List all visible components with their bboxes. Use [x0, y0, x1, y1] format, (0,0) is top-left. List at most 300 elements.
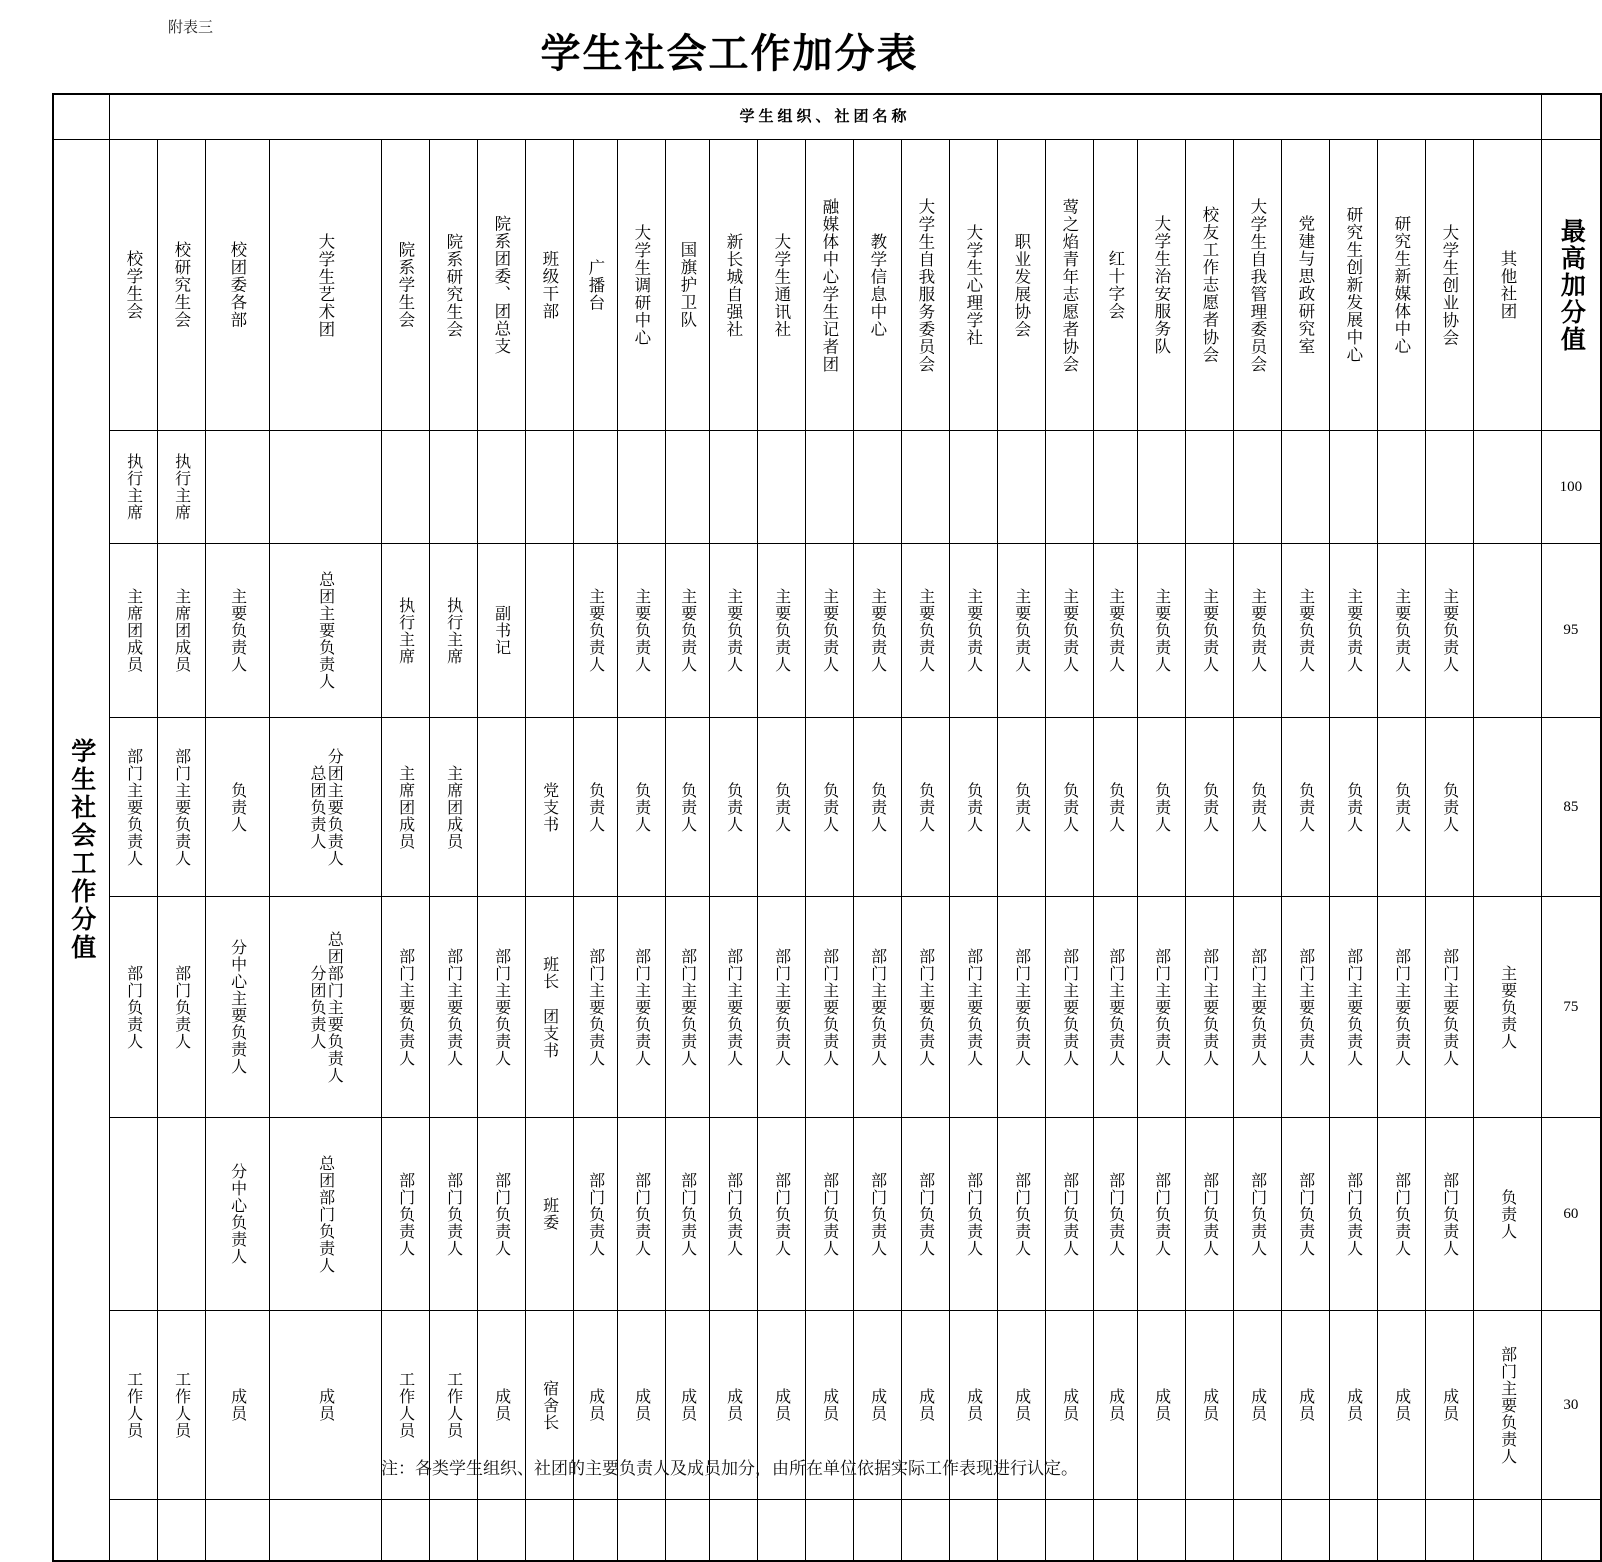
cell-text: 主要负责人 — [1344, 588, 1362, 673]
column-header-5 — [381, 140, 429, 431]
cell-text: 主席团成员 — [444, 764, 462, 850]
cell-text: 大学生创业协会 — [1439, 223, 1459, 347]
cell-text: 主要负责人 — [724, 588, 742, 673]
cell-r7-c19 — [1045, 1500, 1093, 1562]
cell-r4-c11 — [665, 897, 709, 1118]
cell-text: 分团主要负责人 总团负责人 — [308, 747, 343, 867]
cell-text: 负责人 — [868, 781, 886, 833]
cell-text: 负责人 — [1296, 781, 1314, 833]
cell-text: 主席团成员 — [396, 764, 414, 850]
cell-r6-c21 — [1137, 1311, 1185, 1500]
cell-text: 院系团委、团总支 — [491, 215, 511, 355]
cell-text: 部门主要负责人 — [1344, 947, 1362, 1067]
cell-r1-c20 — [1093, 431, 1137, 544]
cell-r4-c22 — [1185, 897, 1233, 1118]
cell-r4-c12 — [709, 897, 757, 1118]
cell-r7-c8 — [525, 1500, 573, 1562]
cell-text: 部门主要负责人 — [724, 947, 742, 1067]
cell-r4-c17 — [949, 897, 997, 1118]
cell-text: 负责人 — [1498, 1188, 1516, 1240]
cell-text: 其他社团 — [1497, 250, 1517, 320]
cell-text: 主要负责人 — [964, 588, 982, 673]
cell-r4-c5 — [381, 897, 429, 1118]
cell-r7-c4 — [269, 1500, 381, 1562]
cell-text: 部门负责人 — [444, 1171, 462, 1257]
cell-r3-c27 — [1425, 718, 1473, 897]
column-header-28 — [1473, 140, 1541, 431]
cell-r4-c14 — [805, 897, 853, 1118]
cell-r3-c5 — [381, 718, 429, 897]
cell-text: 最高加分值 — [1557, 217, 1585, 353]
cell-text: 部门主要负责人 — [1498, 1345, 1516, 1465]
cell-r2-c26 — [1377, 544, 1425, 718]
cell-text: 主席团成员 — [172, 588, 190, 673]
cell-r7-c10 — [617, 1500, 665, 1562]
cell-r4-c2 — [157, 897, 205, 1118]
cell-r5-c24 — [1281, 1118, 1329, 1311]
cell-r4-c1 — [109, 897, 157, 1118]
cell-text: 成员 — [1152, 1388, 1170, 1422]
cell-r5-c18 — [997, 1118, 1045, 1311]
score-table-container — [0, 93, 1585, 1562]
cell-text: 主要负责人 — [916, 588, 934, 673]
cell-text: 成员 — [868, 1388, 886, 1422]
cell-r4-c18 — [997, 897, 1045, 1118]
cell-text: 部门主要负责人 — [1392, 947, 1410, 1067]
cell-r6-c27 — [1425, 1311, 1473, 1500]
score-value-r2: 95 — [1541, 544, 1601, 718]
cell-text: 主要负责人 — [820, 588, 838, 673]
cell-text: 总团部门主要负责人 分团负责人 — [308, 930, 343, 1084]
column-header-16 — [901, 140, 949, 431]
column-header-7 — [477, 140, 525, 431]
cell-r6-c24 — [1281, 1311, 1329, 1500]
cell-text: 负责人 — [1200, 781, 1218, 833]
cell-text: 负责人 — [228, 781, 246, 833]
cell-r4-c26 — [1377, 897, 1425, 1118]
cell-text: 部门负责人 — [916, 1171, 934, 1257]
column-header-23 — [1233, 140, 1281, 431]
score-value-r3: 85 — [1541, 718, 1601, 897]
cell-text: 主要负责人 — [1392, 588, 1410, 673]
cell-r3-c10 — [617, 718, 665, 897]
cell-r7-c6 — [429, 1500, 477, 1562]
cell-text: 工作人员 — [124, 1371, 142, 1439]
row-axis-label — [53, 140, 109, 1562]
cell-text: 主要负责人 — [586, 588, 604, 673]
cell-text: 成员 — [316, 1388, 334, 1422]
cell-r1-c28 — [1473, 431, 1541, 544]
cell-text: 负责人 — [1392, 781, 1410, 833]
cell-r4-c10 — [617, 897, 665, 1118]
cell-r3-c1 — [109, 718, 157, 897]
cell-text: 负责人 — [724, 781, 742, 833]
cell-r2-c25 — [1329, 544, 1377, 718]
cell-r3-c11 — [665, 718, 709, 897]
cell-text: 部门主要负责人 — [632, 947, 650, 1067]
column-header-9 — [573, 140, 617, 431]
cell-text: 成员 — [1440, 1388, 1458, 1422]
cell-r1-c27 — [1425, 431, 1473, 544]
cell-text: 主席团成员 — [124, 588, 142, 673]
cell-r6-c4 — [269, 1311, 381, 1500]
cell-r5-c23 — [1233, 1118, 1281, 1311]
cell-text: 国旗护卫队 — [677, 241, 697, 329]
cell-r5-c19 — [1045, 1118, 1093, 1311]
cell-r2-c2 — [157, 544, 205, 718]
cell-r5-c11 — [665, 1118, 709, 1311]
cell-r5-c22 — [1185, 1118, 1233, 1311]
cell-r4-c8 — [525, 897, 573, 1118]
column-header-10 — [617, 140, 665, 431]
cell-text: 成员 — [1012, 1388, 1030, 1422]
table-row — [53, 1118, 1601, 1311]
cell-text: 成员 — [678, 1388, 696, 1422]
cell-r2-c11 — [665, 544, 709, 718]
cell-r2-c8 — [525, 544, 573, 718]
cell-text: 班级干部 — [539, 250, 559, 320]
cell-r3-c13 — [757, 718, 805, 897]
column-header-2 — [157, 140, 205, 431]
cell-text: 部门负责人 — [1248, 1171, 1266, 1257]
cell-text: 成员 — [1392, 1388, 1410, 1422]
cell-text: 学生社会工作分值 — [67, 738, 95, 962]
cell-r3-c26 — [1377, 718, 1425, 897]
column-header-13 — [757, 140, 805, 431]
cell-r2-c1 — [109, 544, 157, 718]
cell-r7-c1 — [109, 1500, 157, 1562]
table-row — [53, 1500, 1601, 1562]
column-header-22 — [1185, 140, 1233, 431]
cell-text: 广播台 — [585, 258, 605, 312]
cell-text: 校团委各部 — [227, 241, 247, 329]
cell-text: 部门主要负责人 — [772, 947, 790, 1067]
cell-text: 主要负责人 — [772, 588, 790, 673]
cell-r3-c2 — [157, 718, 205, 897]
cell-text: 成员 — [1248, 1388, 1266, 1422]
cell-r4-c15 — [853, 897, 901, 1118]
cell-text: 党支书 — [540, 781, 558, 833]
cell-r3-c8 — [525, 718, 573, 897]
cell-text: 校友工作志愿者协会 — [1199, 206, 1219, 364]
cell-text: 主要负责人 — [1200, 588, 1218, 673]
cell-text: 大学生艺术团 — [315, 232, 335, 338]
cell-r5-c3 — [205, 1118, 269, 1311]
cell-text: 成员 — [724, 1388, 742, 1422]
cell-r3-c19 — [1045, 718, 1093, 897]
table-row — [53, 718, 1601, 897]
cell-r4-c20 — [1093, 897, 1137, 1118]
cell-text: 部门负责人 — [396, 1171, 414, 1257]
cell-r2-c6 — [429, 544, 477, 718]
cell-r7-c3 — [205, 1500, 269, 1562]
cell-r1-c8 — [525, 431, 573, 544]
cell-text: 部门负责人 — [1200, 1171, 1218, 1257]
column-header-12 — [709, 140, 757, 431]
cell-r5-c26 — [1377, 1118, 1425, 1311]
cell-text: 党建与思政研究室 — [1295, 215, 1315, 355]
cell-r4-c16 — [901, 897, 949, 1118]
table-row — [53, 544, 1601, 718]
cell-text: 部门负责人 — [1296, 1171, 1314, 1257]
cell-r1-c22 — [1185, 431, 1233, 544]
cell-text: 执行主席 — [172, 453, 190, 521]
cell-text: 新长城自强社 — [723, 232, 743, 338]
cell-r7-c24 — [1281, 1500, 1329, 1562]
cell-text: 部门负责人 — [820, 1171, 838, 1257]
cell-text: 负责人 — [1012, 781, 1030, 833]
cell-r6-c20 — [1093, 1311, 1137, 1500]
cell-text: 主要负责人 — [1106, 588, 1124, 673]
cell-text: 部门主要负责人 — [1060, 947, 1078, 1067]
cell-r2-c20 — [1093, 544, 1137, 718]
cell-text: 总团部门负责人 — [316, 1154, 334, 1274]
cell-text: 部门主要负责人 — [868, 947, 886, 1067]
cell-text: 部门负责人 — [1012, 1171, 1030, 1257]
cell-text: 部门主要负责人 — [678, 947, 696, 1067]
cell-text: 校学生会 — [123, 250, 143, 320]
cell-r1-c9 — [573, 431, 617, 544]
cell-r5-c8 — [525, 1118, 573, 1311]
cell-r7-c9 — [573, 1500, 617, 1562]
cell-r1-c15 — [853, 431, 901, 544]
cell-text: 主要负责人 — [1498, 964, 1516, 1050]
cell-r1-c6 — [429, 431, 477, 544]
cell-r2-c17 — [949, 544, 997, 718]
cell-r3-c28 — [1473, 718, 1541, 897]
document-page — [0, 20, 1585, 1478]
cell-text: 负责人 — [586, 781, 604, 833]
cell-text: 负责人 — [632, 781, 650, 833]
cell-text: 院系学生会 — [395, 241, 415, 329]
cell-r3-c6 — [429, 718, 477, 897]
cell-r2-c28 — [1473, 544, 1541, 718]
cell-r5-c10 — [617, 1118, 665, 1311]
cell-r4-c6 — [429, 897, 477, 1118]
table-row — [53, 431, 1601, 544]
cell-text: 成员 — [772, 1388, 790, 1422]
cell-text: 部门主要负责人 — [1106, 947, 1124, 1067]
cell-r1-c4 — [269, 431, 381, 544]
cell-r5-c1 — [109, 1118, 157, 1311]
cell-text: 部门主要负责人 — [820, 947, 838, 1067]
cell-text: 部门负责人 — [1344, 1171, 1362, 1257]
page-title: 学生社会工作加分表 — [540, 31, 919, 76]
cell-text: 成员 — [1060, 1388, 1078, 1422]
cell-r7-c25 — [1329, 1500, 1377, 1562]
cell-text: 主要负责人 — [228, 588, 246, 673]
cell-r4-c23 — [1233, 897, 1281, 1118]
cell-r2-c14 — [805, 544, 853, 718]
cell-r5-c15 — [853, 1118, 901, 1311]
cell-text: 执行主席 — [444, 596, 462, 665]
cell-r3-c22 — [1185, 718, 1233, 897]
cell-text: 大学生通讯社 — [771, 232, 791, 338]
column-header-26 — [1377, 140, 1425, 431]
cell-r1-c11 — [665, 431, 709, 544]
cell-r6-c23 — [1233, 1311, 1281, 1500]
cell-text: 负责人 — [1344, 781, 1362, 833]
cell-r5-c20 — [1093, 1118, 1137, 1311]
cell-r3-c17 — [949, 718, 997, 897]
cell-text: 成员 — [1200, 1388, 1218, 1422]
cell-r1-c3 — [205, 431, 269, 544]
cell-text: 莺之焰青年志愿者协会 — [1059, 197, 1079, 373]
table-row — [53, 897, 1601, 1118]
cell-r2-c5 — [381, 544, 429, 718]
cell-r4-c19 — [1045, 897, 1093, 1118]
cell-r7-c14 — [805, 1500, 853, 1562]
cell-text: 负责人 — [772, 781, 790, 833]
cell-text: 分中心主要负责人 — [228, 939, 246, 1075]
cell-r6-c3 — [205, 1311, 269, 1500]
cell-text: 成员 — [964, 1388, 982, 1422]
cell-r2-c21 — [1137, 544, 1185, 718]
cell-text: 红十字会 — [1105, 250, 1125, 320]
cell-text: 成员 — [492, 1388, 510, 1422]
cell-text: 部门负责人 — [678, 1171, 696, 1257]
cell-text: 大学生心理学社 — [963, 223, 983, 347]
max-score-header — [1541, 140, 1601, 431]
cell-text: 主要负责人 — [1152, 588, 1170, 673]
column-header-8 — [525, 140, 573, 431]
score-value-r7 — [1541, 1500, 1601, 1562]
cell-text: 部门主要负责人 — [1012, 947, 1030, 1067]
cell-text: 成员 — [586, 1388, 604, 1422]
cell-r2-c7 — [477, 544, 525, 718]
cell-r3-c12 — [709, 718, 757, 897]
cell-r2-c12 — [709, 544, 757, 718]
cell-text: 部门主要负责人 — [1200, 947, 1218, 1067]
cell-text: 负责人 — [1106, 781, 1124, 833]
column-header-6 — [429, 140, 477, 431]
cell-r1-c24 — [1281, 431, 1329, 544]
cell-r7-c28 — [1473, 1500, 1541, 1562]
cell-r3-c4 — [269, 718, 381, 897]
cell-r2-c13 — [757, 544, 805, 718]
cell-text: 部门负责人 — [1106, 1171, 1124, 1257]
cell-r1-c7 — [477, 431, 525, 544]
cell-text: 部门负责人 — [1440, 1171, 1458, 1257]
cell-r2-c19 — [1045, 544, 1093, 718]
cell-r3-c21 — [1137, 718, 1185, 897]
cell-text: 成员 — [916, 1388, 934, 1422]
cell-r5-c7 — [477, 1118, 525, 1311]
cell-text: 部门主要负责人 — [1440, 947, 1458, 1067]
cell-r4-c7 — [477, 897, 525, 1118]
cell-r4-c13 — [757, 897, 805, 1118]
cell-text: 成员 — [632, 1388, 650, 1422]
column-header-24 — [1281, 140, 1329, 431]
cell-text: 成员 — [228, 1388, 246, 1422]
cell-r7-c16 — [901, 1500, 949, 1562]
cell-text: 部门负责人 — [1392, 1171, 1410, 1257]
column-header-27 — [1425, 140, 1473, 431]
cell-r3-c14 — [805, 718, 853, 897]
corner-blank — [53, 94, 109, 140]
cell-r4-c9 — [573, 897, 617, 1118]
cell-text: 主要负责人 — [868, 588, 886, 673]
cell-r1-c17 — [949, 431, 997, 544]
cell-r5-c2 — [157, 1118, 205, 1311]
column-header-19 — [1045, 140, 1093, 431]
cell-r5-c6 — [429, 1118, 477, 1311]
cell-r5-c5 — [381, 1118, 429, 1311]
cell-r5-c13 — [757, 1118, 805, 1311]
cell-r2-c4 — [269, 544, 381, 718]
cell-text: 部门负责人 — [1060, 1171, 1078, 1257]
cell-r3-c16 — [901, 718, 949, 897]
cell-r4-c4 — [269, 897, 381, 1118]
cell-text: 部门负责人 — [172, 964, 190, 1050]
column-header-15 — [853, 140, 901, 431]
cell-r1-c18 — [997, 431, 1045, 544]
cell-r1-c26 — [1377, 431, 1425, 544]
cell-text: 负责人 — [916, 781, 934, 833]
header-blank-right — [1541, 94, 1601, 140]
cell-text: 大学生调研中心 — [631, 223, 651, 347]
cell-text: 主要负责人 — [1060, 588, 1078, 673]
cell-r6-c22 — [1185, 1311, 1233, 1500]
cell-text: 部门负责人 — [586, 1171, 604, 1257]
cell-text: 分中心负责人 — [228, 1163, 246, 1265]
cell-r7-c12 — [709, 1500, 757, 1562]
cell-r2-c18 — [997, 544, 1045, 718]
cell-text: 部门主要负责人 — [492, 947, 510, 1067]
cell-r3-c3 — [205, 718, 269, 897]
cell-r7-c20 — [1093, 1500, 1137, 1562]
cell-text: 主要负责人 — [1248, 588, 1266, 673]
cell-r6-c26 — [1377, 1311, 1425, 1500]
cell-r7-c22 — [1185, 1500, 1233, 1562]
cell-text: 负责人 — [1440, 781, 1458, 833]
cell-text: 大学生自我服务委员会 — [915, 197, 935, 373]
cell-r7-c11 — [665, 1500, 709, 1562]
cell-text: 院系研究生会 — [443, 232, 463, 338]
column-header-17 — [949, 140, 997, 431]
cell-r3-c25 — [1329, 718, 1377, 897]
cell-r6-c1 — [109, 1311, 157, 1500]
pretitle: 附表三 — [168, 20, 214, 36]
cell-r3-c9 — [573, 718, 617, 897]
column-header-18 — [997, 140, 1045, 431]
cell-r7-c2 — [157, 1500, 205, 1562]
cell-text: 工作人员 — [172, 1371, 190, 1439]
cell-r1-c23 — [1233, 431, 1281, 544]
cell-r6-c25 — [1329, 1311, 1377, 1500]
cell-text: 执行主席 — [396, 596, 414, 665]
cell-text: 融媒体中心学生记者团 — [819, 197, 839, 373]
cell-text: 部门主要负责人 — [1152, 947, 1170, 1067]
cell-text: 成员 — [1296, 1388, 1314, 1422]
cell-text: 成员 — [820, 1388, 838, 1422]
cell-r1-c13 — [757, 431, 805, 544]
cell-r1-c25 — [1329, 431, 1377, 544]
cell-r7-c27 — [1425, 1500, 1473, 1562]
cell-text: 部门主要负责人 — [916, 947, 934, 1067]
cell-r6-c2 — [157, 1311, 205, 1500]
cell-r2-c27 — [1425, 544, 1473, 718]
cell-text: 部门主要负责人 — [172, 747, 190, 867]
cell-text: 部门主要负责人 — [124, 747, 142, 867]
cell-r5-c27 — [1425, 1118, 1473, 1311]
cell-r2-c24 — [1281, 544, 1329, 718]
cell-r2-c22 — [1185, 544, 1233, 718]
column-header-4 — [269, 140, 381, 431]
cell-r7-c17 — [949, 1500, 997, 1562]
cell-text: 研究生新媒体中心 — [1391, 215, 1411, 355]
cell-text: 研究生创新发展中心 — [1343, 206, 1363, 364]
